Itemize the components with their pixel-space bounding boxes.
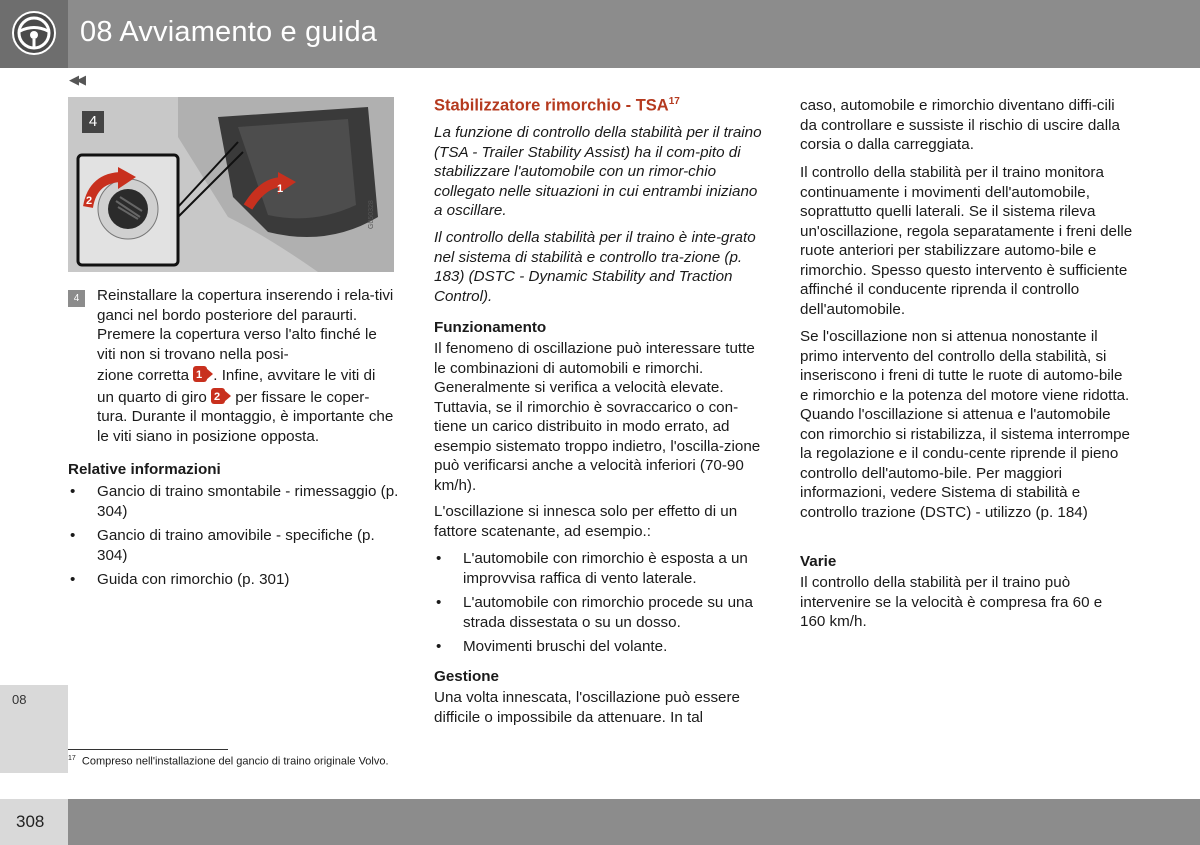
list-item: • L'automobile con rimorchio è esposta a un improvvisa raffica di vento laterale. [436, 550, 748, 587]
arrow-badge-2-label: 2 [213, 390, 221, 403]
figure-callout-1: 1 [277, 183, 284, 195]
header-icon-block [0, 0, 68, 68]
step-text-line [97, 388, 397, 408]
figure-step-number: 4 [82, 111, 104, 133]
bumper-cover-illustration [68, 97, 394, 272]
related-link[interactable]: • Guida con rimorchio (p. 301) [70, 571, 290, 588]
arrow-badge-2-icon [211, 388, 231, 404]
step-text-fragment: . Infine, avvitare le viti di [213, 367, 376, 384]
step-text-fragment: un quarto di giro [97, 388, 211, 406]
related-info-heading: Relative informazioni [68, 461, 221, 478]
figure-code: G050328 [368, 200, 375, 229]
paragraph: caso, automobile e rimorchio diventano diffi-cili da controllare e sussiste il rischio di uscire dalla corsia o dalla carreggiata. [800, 97, 1120, 153]
chapter-side-tab [0, 685, 68, 773]
chapter-tab-label: 08 [12, 692, 27, 707]
list-item: • L'automobile con rimorchio procede su una strada dissestata o su un dosso. [436, 594, 753, 631]
funzionamento-text-2: L'oscillazione si innesca solo per effetto di un fattore scatenante, ad esempio.: [434, 503, 738, 540]
trigger-list [434, 549, 764, 662]
page-footer [0, 799, 1200, 845]
intro-paragraph: Il controllo della stabilità per il traino è inte-grato nel sistema di stabilità e controllo tra-zione (p. 183) (DSTC - Dynamic Stability and Traction Control). [434, 229, 756, 305]
list-item: • Movimenti bruschi del volante. [436, 638, 668, 655]
illustration [68, 97, 394, 272]
paragraph: Il controllo della stabilità per il traino monitora continuamente i movimenti dell'automobile, soprattutto quelli laterali. Se il sistema rileva un'oscillazione, regola separatamente i freni delle ruote anteriori per stabilizzare automo-bile e rimorchio. Spesso questo intervento è sufficiente affinché il conducente riprenda il controllo dell'automobile. [800, 164, 1133, 318]
related-link[interactable]: • Gancio di traino amovibile - specifiche (p. 304) [70, 527, 375, 564]
step-text-line [97, 366, 397, 386]
side-margin [0, 68, 68, 773]
funzionamento-heading: Funzionamento [434, 319, 547, 336]
step-text-fragment: zione corretta [97, 367, 194, 384]
footnote-text: Compreso nell'installazione del gancio di traino originale Volvo. [81, 755, 389, 768]
varie-heading: Varie [800, 553, 837, 570]
footnote-ref: 17 [668, 96, 680, 107]
step-number-box: 4 [68, 290, 85, 307]
related-info-list [68, 482, 403, 595]
gestione-text: Una volta innescata, l'oscillazione può essere difficile o impossibile da attenuare. In tal [434, 689, 740, 726]
related-link[interactable]: • Gancio di traino smontabile - rimessaggio (p. 304) [70, 483, 399, 520]
step-text-line: tura. Durante il montaggio, è importante che le viti siano in posizione opposta. [97, 408, 394, 445]
previous-page-icon[interactable]: ◀◀ [69, 72, 83, 87]
step-text [97, 286, 397, 446]
step-text-line: Reinstallare la copertura inserendo i rela-tivi ganci nel bordo posteriore del paraurti. Premere la copertura verso l'alto finché le viti non si trovano nella posi- [97, 287, 394, 363]
footnote [68, 755, 389, 768]
gestione-heading: Gestione [434, 668, 499, 685]
paragraph: Se l'oscillazione non si attenua nonostante il primo intervento del controllo della stabilità, si inseriscono i freni di tutte le ruote di automo-bile e rimorchio e la potenza del motore viene ridotta. Quando l'oscillazione si attenua e l'automobile con rimorchio si ristabilizza, il sistema interrompe la regolazione e il condu-cente riprende il pieno controllo dell'automo-bile. Per maggiori informazioni, vedere Sistema di stabilità e controllo trazione (DSTC) - utilizzo (p. 184) [800, 328, 1131, 521]
page-number: 308 [16, 812, 45, 831]
arrow-badge-1-label: 1 [196, 369, 203, 381]
varie-text: Il controllo della stabilità per il traino può intervenire se la velocità è compresa fra 60 e 160 km/h. [800, 574, 1103, 630]
figure-callout-2: 2 [86, 195, 93, 207]
section-title: Stabilizzatore rimorchio - TSA$^{17}$ [434, 96, 680, 115]
steering-wheel-icon [11, 10, 57, 56]
arrow-badge-1-icon [193, 366, 213, 382]
funzionamento-text: Il fenomeno di oscillazione può interessare tutte le combinazioni di automobili e rimorchi. Generalmente si verifica a velocità elevate. Tuttavia, se il rimorchio è sovraccarico o con-tiene un carico distribuito in modo errato, ad esempio sistemato troppo indietro, l'oscilla-zione può verificarsi anche a velocità inferiori (70-90 km/h). [434, 340, 761, 494]
footnote-divider [68, 749, 228, 750]
chapter-title: 08 Avviamento e guida [80, 16, 378, 48]
footnote-number: 17 [68, 755, 76, 762]
step-text-fragment: per fissare le coper- [230, 388, 370, 406]
intro-paragraph: La funzione di controllo della stabilità per il traino (TSA - Trailer Stability Assist) ha il com-pito di stabilizzare l'automobile con un rimor-chio collegato nelle situazioni in cui entrambi iniziano a oscillare. [434, 124, 762, 219]
